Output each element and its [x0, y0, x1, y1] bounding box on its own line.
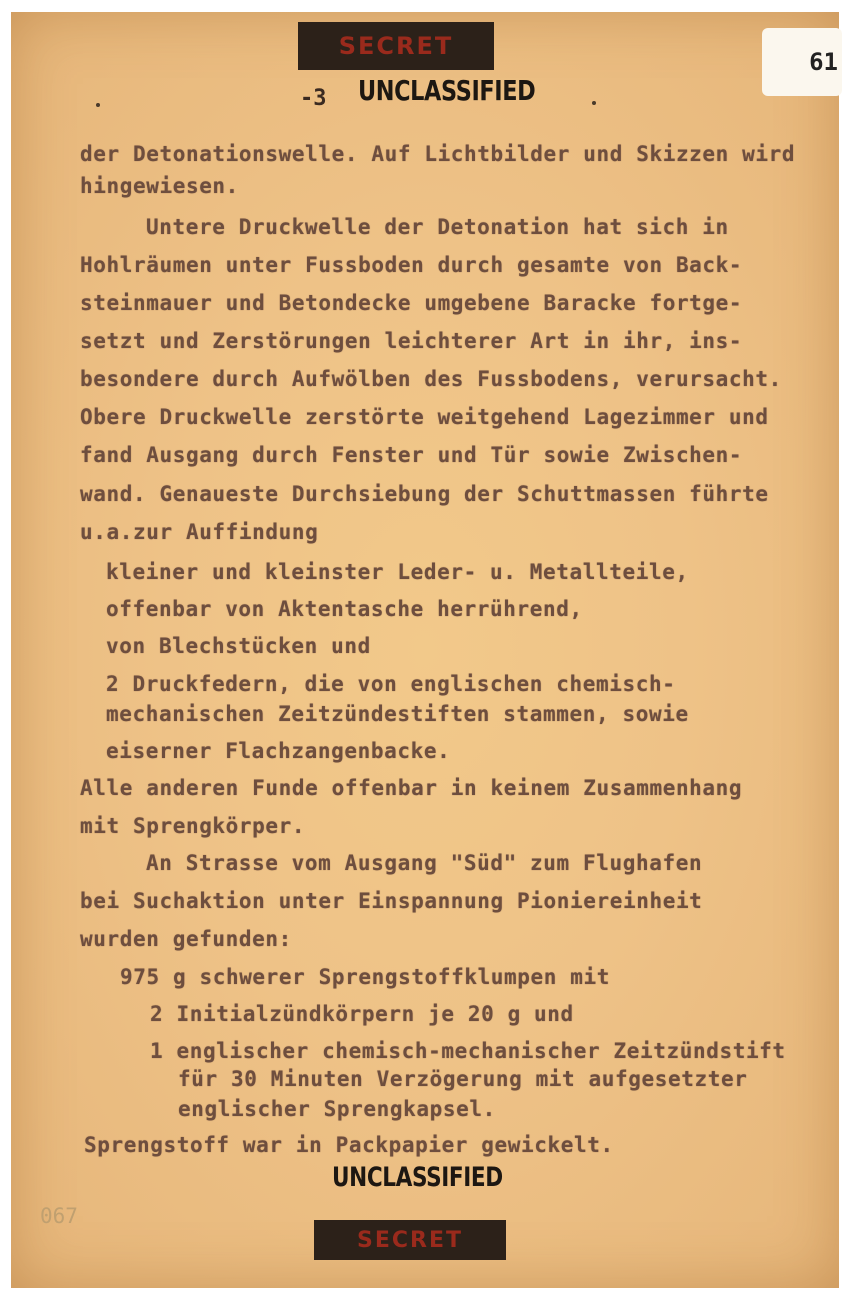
body-line: Obere Druckwelle zerstörte weitgehend Lagezimmer und — [80, 405, 769, 429]
body-line: englischer Sprengkapsel. — [178, 1097, 496, 1121]
body-line: kleiner und kleinster Leder- u. Metallteile, — [106, 560, 689, 584]
body-line: Alle anderen Funde offenbar in keinem Zusammenhang — [80, 776, 743, 800]
body-line: der Detonationswelle. Auf Lichtbilder und Skizzen wird — [80, 142, 796, 166]
punch-mark — [96, 103, 100, 107]
unclassified-stamp-top: UNCLASSIFIED — [358, 74, 536, 107]
body-line: 2 Initialzündkörpern je 20 g und — [150, 1002, 574, 1026]
body-line: Sprengstoff war in Packpapier gewickelt. — [84, 1133, 614, 1157]
body-line: 1 englischer chemisch-mechanischer Zeitzündstift — [150, 1039, 786, 1063]
body-line: setzt und Zerstörungen leichterer Art in ihr, ins- — [80, 329, 743, 353]
body-line: von Blechstücken und — [106, 634, 371, 658]
unclassified-stamp-bottom: UNCLASSIFIED — [332, 1162, 503, 1193]
body-line: 2 Druckfedern, die von englischen chemisch- — [106, 672, 676, 696]
body-line: wand. Genaueste Durchsiebung der Schuttmassen führte — [80, 482, 769, 506]
body-line: mit Sprengkörper. — [80, 814, 306, 838]
page-number-tab: 61 — [762, 28, 842, 96]
body-line: An Strasse vom Ausgang "Süd" zum Flughafen — [146, 851, 703, 875]
body-line: eiserner Flachzangenbacke. — [106, 739, 451, 763]
body-line: 975 g schwerer Sprengstoffklumpen mit — [120, 965, 610, 989]
body-line: Untere Druckwelle der Detonation hat sich in — [146, 215, 729, 239]
page-indicator: -3 — [300, 86, 327, 111]
secret-stamp-bottom: SECRET — [314, 1220, 506, 1260]
body-line: für 30 Minuten Verzögerung mit aufgesetzter — [178, 1067, 748, 1091]
body-line: wurden gefunden: — [80, 927, 292, 951]
body-line: bei Suchaktion unter Einspannung Pioniereinheit — [80, 889, 703, 913]
body-line: hingewiesen. — [80, 174, 239, 198]
body-line: fand Ausgang durch Fenster und Tür sowie Zwischen- — [80, 443, 743, 467]
secret-stamp-top: SECRET — [298, 22, 494, 70]
body-line: offenbar von Aktentasche herrührend, — [106, 597, 583, 621]
punch-mark — [592, 101, 596, 105]
archive-number: 067 — [40, 1204, 78, 1228]
body-line: mechanischen Zeitzündestiften stammen, sowie — [106, 702, 689, 726]
body-line: Hohlräumen unter Fussboden durch gesamte von Back- — [80, 253, 743, 277]
body-line: besondere durch Aufwölben des Fussbodens, verursacht. — [80, 367, 782, 391]
body-line: u.a.zur Auffindung — [80, 520, 319, 544]
body-line: steinmauer und Betondecke umgebene Baracke fortge- — [80, 291, 743, 315]
